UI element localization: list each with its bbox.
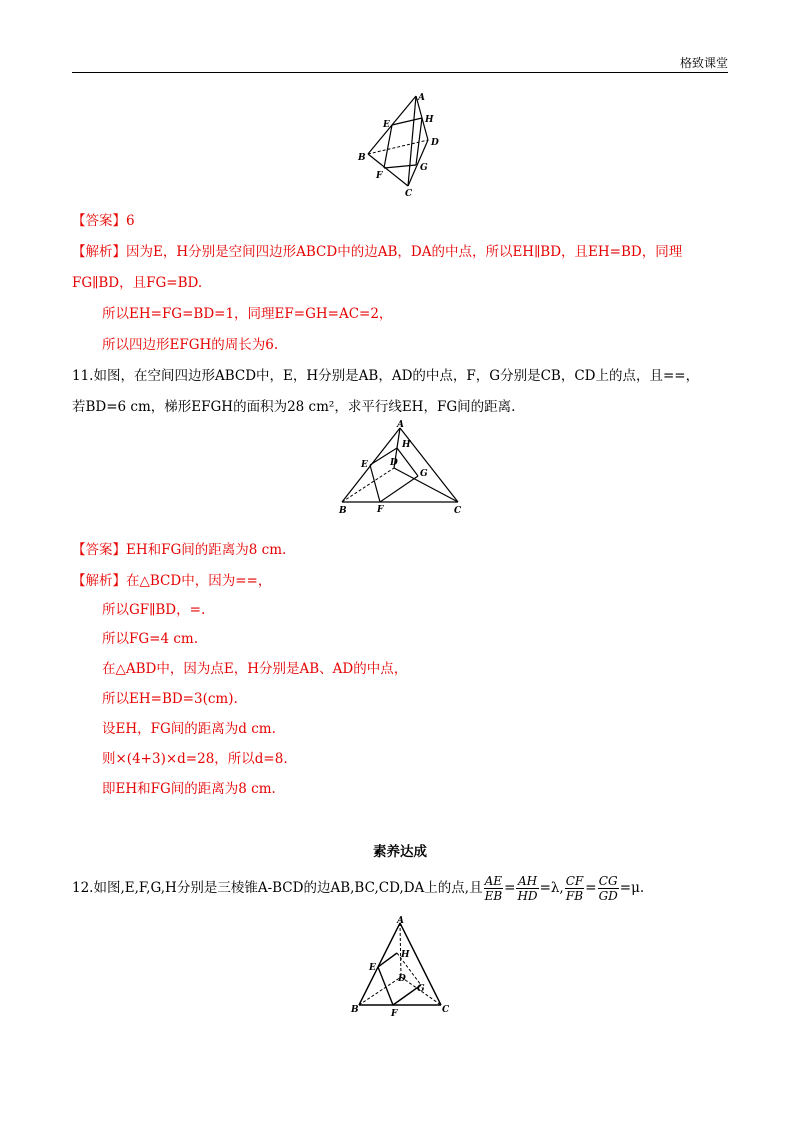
q10-analysis-line4: 所以四边形EFGH的周长为6. [102, 337, 279, 353]
fig2-label-D: D [390, 458, 398, 468]
q11-step-6: 设EH，FG间的距离为d cm. [102, 721, 276, 737]
q11-step-3: 所以FG=4 cm. [102, 631, 198, 647]
answer-value: EH和FG间的距离为8 cm. [126, 542, 287, 558]
analysis-text: 因为E，H分别是空间四边形ABCD中的边AB，DA的中点，所以EH∥BD，且EH=BD，同理 [126, 244, 683, 260]
fig1-label-H: H [425, 115, 434, 125]
section-title: 素养达成 [373, 844, 427, 860]
fig1-label-F: F [376, 171, 383, 181]
fig3-label-A: A [397, 916, 404, 926]
q11-analysis-line1 [72, 572, 271, 590]
page-header [72, 52, 728, 73]
figure-q11 [330, 418, 470, 518]
q11-stem-line1: 11.如图，在空间四边形ABCD中，E，H分别是AB，AD的中点，F，G分别是CB，CD上的点，且==， [72, 368, 700, 384]
q12-stem: 12.如图,E,F,G,H分别是三棱锥A-BCD的边AB,BC,CD,DA上的点,且 $\frac{AE}{EB}$ = $\frac{AH}{HD}$ =λ, $\frac{CF}{FB}$ = $\frac{CG}{GD}$ =μ. [72, 874, 645, 903]
answer-label: 【答案】 [72, 213, 126, 229]
fig2-label-A: A [397, 420, 404, 430]
header-brand: 格致课堂 [679, 56, 728, 70]
fraction-cf-fb: $\frac{CF}{FB}$ [565, 874, 584, 903]
fig3-label-D: D [398, 974, 406, 984]
answer-value: 6 [126, 213, 135, 229]
q11-step-7: 则×(4+3)×d=28，所以d=8. [102, 751, 288, 767]
fig3-label-E: E [369, 963, 376, 973]
fig2-label-F: F [377, 505, 384, 515]
fig2-label-B: B [339, 506, 347, 516]
fig2-label-G: G [420, 469, 428, 479]
fig3-label-H: H [401, 950, 410, 960]
fig1-label-B: B [358, 153, 366, 163]
figure-q12 [345, 915, 455, 1020]
figure-q10 [350, 90, 440, 200]
q11-answer [72, 541, 286, 559]
q11-step-5: 所以EH=BD=3(cm). [102, 691, 238, 707]
fig1-label-E: E [383, 120, 390, 130]
fig1-label-G: G [420, 163, 428, 173]
q11-step-4: 在△ABD中，因为点E，H分别是AB、AD的中点， [102, 661, 408, 677]
fraction-cg-gd: $\frac{CG}{GD}$ [598, 874, 618, 903]
q11-step-2: 所以GF∥BD，=. [102, 602, 206, 618]
fig3-label-B: B [351, 1005, 359, 1015]
fig1-label-C: C [405, 189, 413, 199]
answer-label: 【答案】 [72, 542, 126, 558]
fraction-ah-hd: $\frac{AH}{HD}$ [517, 874, 538, 903]
q12-stem-text: 12.如图,E,F,G,H分别是三棱锥A-BCD的边AB,BC,CD,DA上的点,且 [72, 880, 483, 896]
fraction-ae-eb: $\frac{AE}{EB}$ [484, 874, 503, 903]
fig2-label-C: C [454, 506, 462, 516]
q10-analysis-line3: 所以EH=FG=BD=1，同理EF=GH=AC=2， [102, 306, 393, 322]
analysis-label: 【解析】 [72, 244, 126, 260]
q10-analysis-line2: FG∥BD，且FG=BD. [72, 275, 203, 291]
analysis-step: 在△BCD中，因为==， [126, 573, 272, 589]
q11-step-8: 即EH和FG间的距离为8 cm. [102, 781, 276, 797]
q10-answer [72, 212, 135, 230]
q10-analysis-line1 [72, 243, 682, 261]
fig3-label-G: G [417, 984, 425, 994]
fig3-label-C: C [442, 1005, 450, 1015]
analysis-label: 【解析】 [72, 573, 126, 589]
q11-stem-line2: 若BD=6 cm，梯形EFGH的面积为28 cm²，求平行线EH，FG间的距离. [72, 399, 516, 415]
fig1-label-A: A [418, 93, 425, 103]
fig2-label-H: H [402, 440, 411, 450]
fig3-label-F: F [391, 1009, 398, 1019]
fig1-label-D: D [431, 138, 439, 148]
fig2-label-E: E [361, 460, 368, 470]
